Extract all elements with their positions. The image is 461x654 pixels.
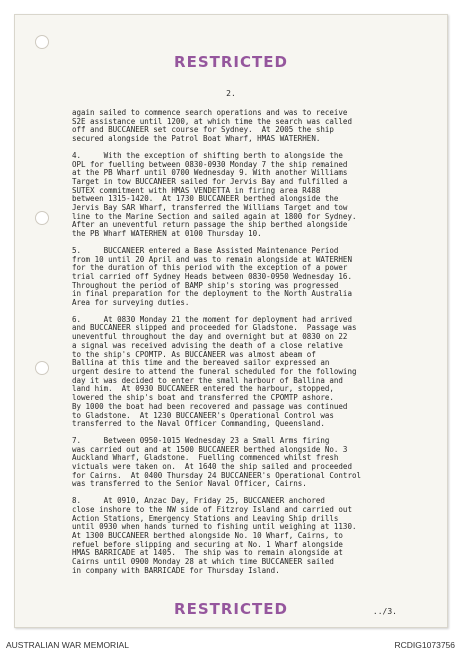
paragraph-6: 6. At 0830 Monday 21 the moment for deployment had arrived and BUCCANEER slipped and proceeded for Gladstone. Passage was uneventful throughout the day and overnight but at 0830 on 22 a signal was received advising the death of a close relative to the ship's CPOMTP. As BUCCANEER was almost abeam of Ballina at this time and the bereaved sailor expressed an urgent desire to attend the funeral scheduled for the following day it was decided to enter the small harbour of Ballina and land him. At 0930 BUCCANEER entered the harbour, stopped, lowered the ship's boat and transferred the CPOMTP ashore. By 1000 the boat had been recovered and passage was continued to Gladstone. At 1230 BUCCANEER's Operational Control was transferred to the Naval Officer Commanding, Queensland. — [72, 314, 357, 429]
punch-hole — [35, 211, 49, 225]
paragraph-8: 8. At 0910, Anzac Day, Friday 25, BUCCANEER anchored close inshore to the NW side of Fitzroy Island and carried out Action Stations, Emergency Stations and Leaving Ship drills until 0930 when hands turned to fishing until weighing at 1130. At 1300 BUCCANEER berthed alongside No. 10 Wharf, Cairns, to refuel before slipping and securing at No. 1 Wharf alongside HMAS BARRICADE at 1405. The ship was to remain alongside at Cairns until 0900 Monday 28 at which time BUCCANEER sailed in company with BARRICADE for Thursday Island. — [72, 496, 357, 575]
document-body — [72, 109, 416, 583]
paragraph-4: 4. With the exception of shifting berth to alongside the OPL for fuelling between 0830-0930 Monday 7 the ship remained at the PB Wharf until 0700 Wednesday 9. With another Williams Target in tow BUCCANEER sailed for Jervis Bay and fulfilled a SUTEX commitment with HMAS VENDETTA in firing area R488 between 1315-1420. At 1730 BUCCANEER berthed alongside the Jervis Bay SAR Wharf, transferred the Williams Target and tow line to the Marine Section and sailed again at 1800 for Sydney. After an uneventful return passage the ship berthed alongside the PB Wharf WATERHEN at 0100 Thursday 10. — [72, 150, 357, 239]
paragraph-7: 7. Between 0950-1015 Wednesday 23 a Small Arms firing was carried out and at 1500 BUCCANEER berthed alongside No. 3 Auckland Wharf, Gladstone. Fuelling commenced whilst fresh victuals were taken on. At 1640 the ship sailed and proceeded for Cairns. At 0400 Thursday 24 BUCCANEER's Operational Control was transferred to the Senior Naval Officer, Cairns. — [72, 435, 361, 489]
punch-hole — [35, 361, 49, 375]
paragraph-3-continued: again sailed to commence search operations and was to receive S2E assistance until 1200, at which time the search was called off and BUCCANEER set course for Sydney. At 2005 the ship secured alongside the Patrol Boat Wharf, HMAS WATERHEN. — [72, 108, 352, 144]
restricted-stamp-top: RESTRICTED — [174, 53, 288, 71]
document-page — [14, 14, 448, 628]
archive-name: AUSTRALIAN WAR MEMORIAL — [6, 640, 129, 650]
page-number: 2. — [226, 89, 236, 98]
archive-id: RCDIG1073756 — [394, 640, 455, 650]
archive-footer — [0, 632, 461, 654]
restricted-stamp-bottom: RESTRICTED — [174, 600, 288, 618]
punch-hole — [35, 35, 49, 49]
paragraph-5: 5. BUCCANEER entered a Base Assisted Maintenance Period from 10 until 20 April and was to remain alongside at WATERHEN for the duration of this period with the exception of a power trial carried off Sydney Heads between 0830-0950 Wednesday 16. Throughout the period of BAMP ship's storing was progressed in final preparation for the deployment to the North Australia Area for surveying duties. — [72, 245, 352, 308]
continuation-marker: ../3. — [372, 607, 397, 616]
